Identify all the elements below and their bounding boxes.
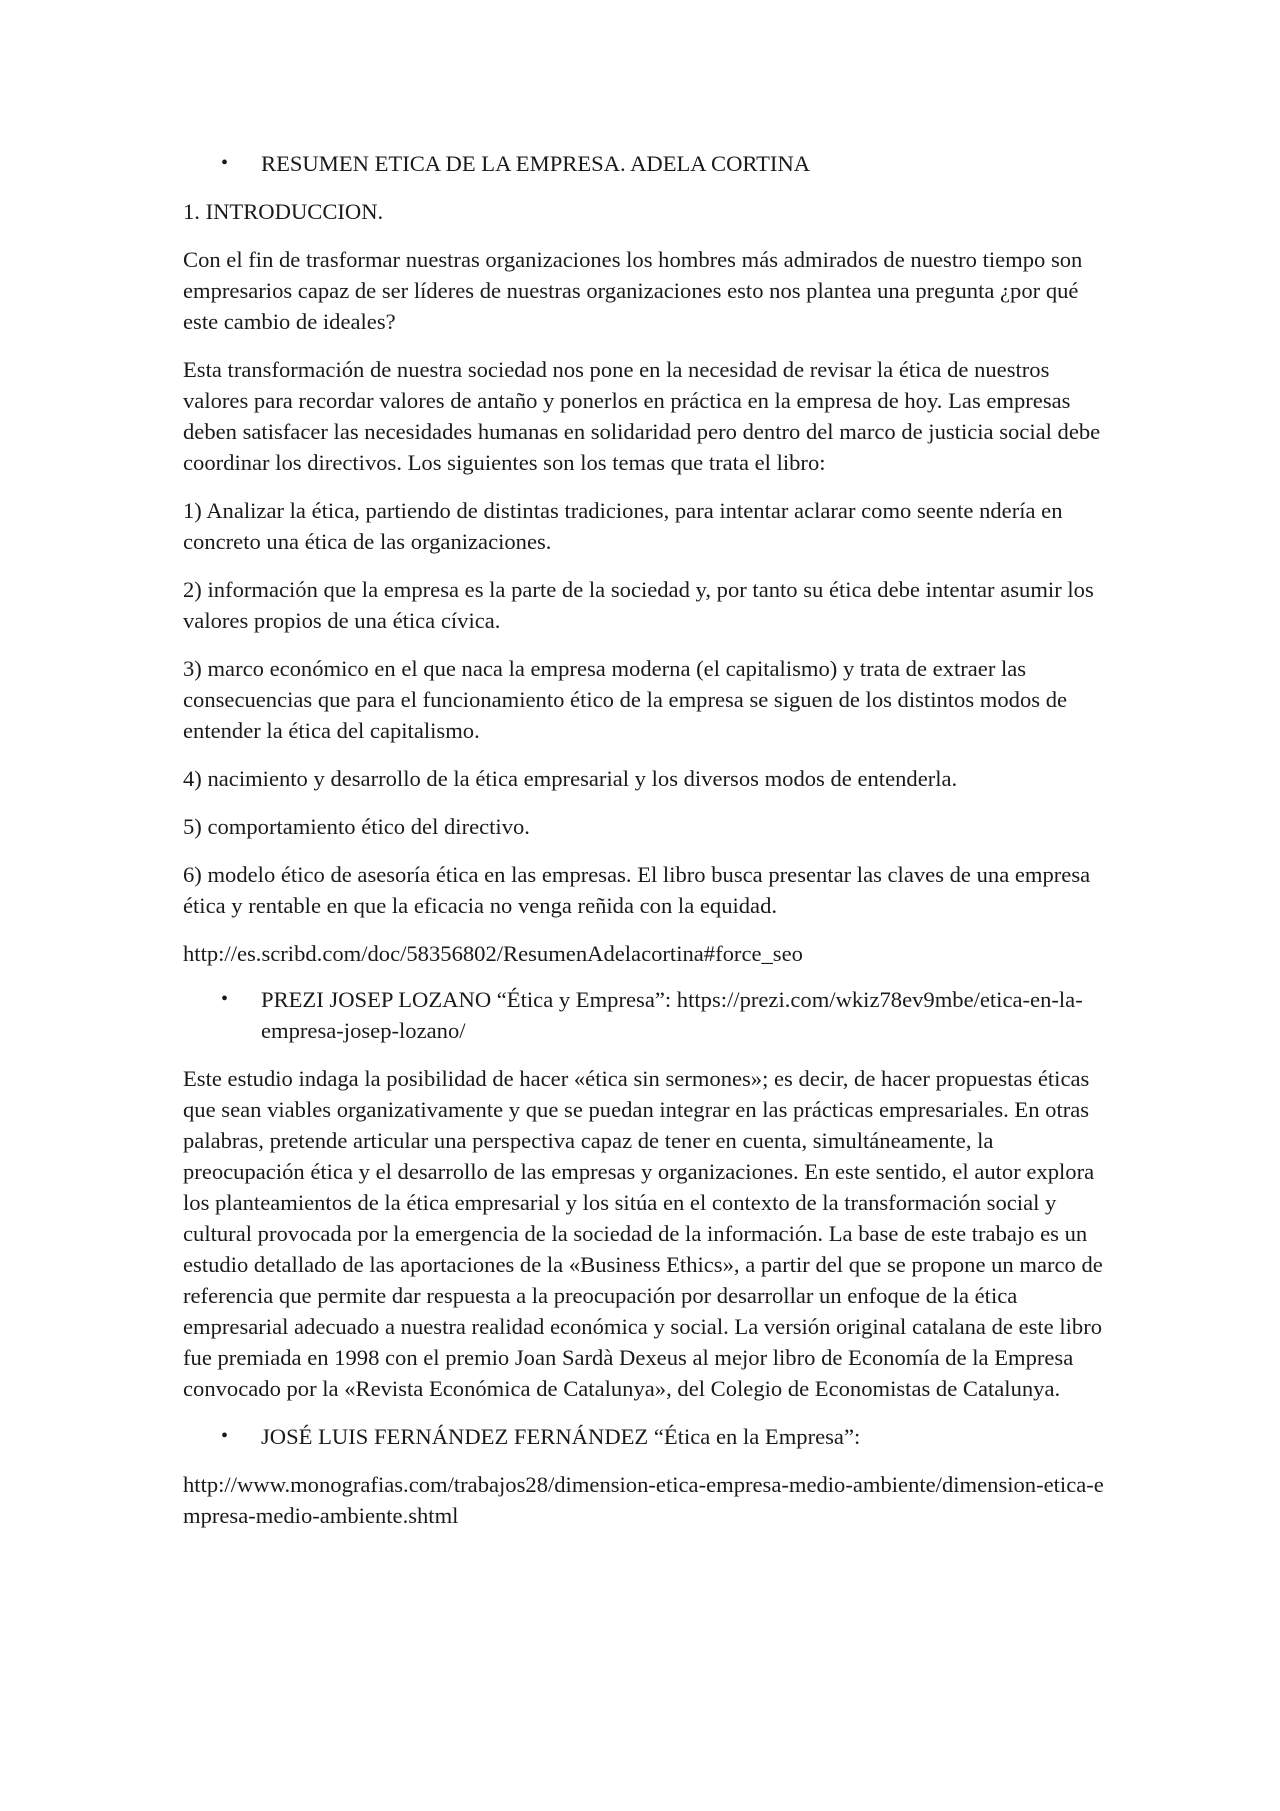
list-item: 6) modelo ético de asesoría ética en las empresas. El libro busca presentar las claves de una empresa ética y rentable en que la eficacia no venga reñida con la equidad. — [183, 862, 1091, 918]
bullet-text: PREZI JOSEP LOZANO “Ética y Empresa”: https://prezi.com/wkiz78ev9mbe/etica-en-la-empresa-josep-lozano/ — [261, 987, 1083, 1043]
paragraph-transformation: Esta transformación de nuestra sociedad nos pone en la necesidad de revisar la ética de nuestros valores para recordar valores de antaño y ponerlos en práctica en la empresa de hoy. Las empresas deben satisfacer las necesidades humanas en solidaridad pero dentro del marco de justicia social debe coordinar los directivos. Los siguientes son los temas que trata el libro: — [183, 357, 1101, 475]
bullet-icon: • — [221, 1425, 229, 1447]
bullet-text: JOSÉ LUIS FERNÁNDEZ FERNÁNDEZ “Ética en la Empresa”: — [261, 1424, 861, 1449]
paragraph-lozano: Este estudio indaga la posibilidad de hacer «ética sin sermones»; es decir, de hacer propuestas éticas que sean viables organizativamente y que se puedan integrar en las prácticas empresariales. En otras palabras, pretende articular una perspectiva capaz de tener en cuenta, simultáneamente, la preocupación ética y el desarrollo de las empresas y organizaciones. En este sentido, el autor explora los planteamientos de la ética empresarial y los sitúa en el contexto de la transformación social y cultural provocada por la emergencia de la sociedad de la información. La base de este trabajo es un estudio detallado de las aportaciones de la «Business Ethics», a partir del que se propone un marco de referencia que permite dar respuesta a la preocupación por desarrollar un enfoque de la ética empresarial adecuado a nuestra realidad económica y social. La versión original catalana de este libro fue premiada en 1998 con el premio Joan Sardà Dexeus al mejor libro de Economía de la Empresa convocado por la «Revista Económica de Catalunya», del Colegio de Economistas de Catalunya. — [183, 1066, 1103, 1401]
bullet-text: RESUMEN ETICA DE LA EMPRESA. ADELA CORTINA — [261, 151, 811, 176]
list-item: 4) nacimiento y desarrollo de la ética empresarial y los diversos modos de entenderla. — [183, 766, 958, 791]
source-url-scribd[interactable]: http://es.scribd.com/doc/58356802/ResumenAdelacortina#force_seo — [183, 941, 803, 966]
bullet-item-fernandez — [183, 1421, 1113, 1452]
paragraph-intro: Con el fin de trasformar nuestras organizaciones los hombres más admirados de nuestro tiempo son empresarios capaz de ser líderes de nuestras organizaciones esto nos plantea una pregunta ¿por qué este cambio de ideales? — [183, 247, 1083, 334]
list-item: 5) comportamiento ético del directivo. — [183, 814, 530, 839]
source-url-monografias[interactable]: http://www.monografias.com/trabajos28/dimension-etica-empresa-medio-ambiente/dimension-etica-empresa-medio-ambiente.shtml — [183, 1472, 1104, 1528]
list-item: 3) marco económico en el que naca la empresa moderna (el capitalismo) y trata de extraer las consecuencias que para el funcionamiento ético de la empresa se siguen de los distintos modos de entender la ética del capitalismo. — [183, 656, 1068, 743]
list-item: 2) información que la empresa es la parte de la sociedad y, por tanto su ética debe intentar asumir los valores propios de una ética cívica. — [183, 577, 1094, 633]
bullet-icon: • — [221, 988, 229, 1010]
bullet-item-resumen — [183, 148, 1113, 179]
bullet-item-prezi — [183, 984, 1113, 1046]
bullet-icon: • — [221, 152, 229, 174]
section-heading: 1. INTRODUCCION. — [183, 199, 384, 224]
list-item: 1) Analizar la ética, partiendo de distintas tradiciones, para intentar aclarar como seente ndería en concreto una ética de las organizaciones. — [183, 498, 1063, 554]
document-page — [183, 148, 1113, 1548]
